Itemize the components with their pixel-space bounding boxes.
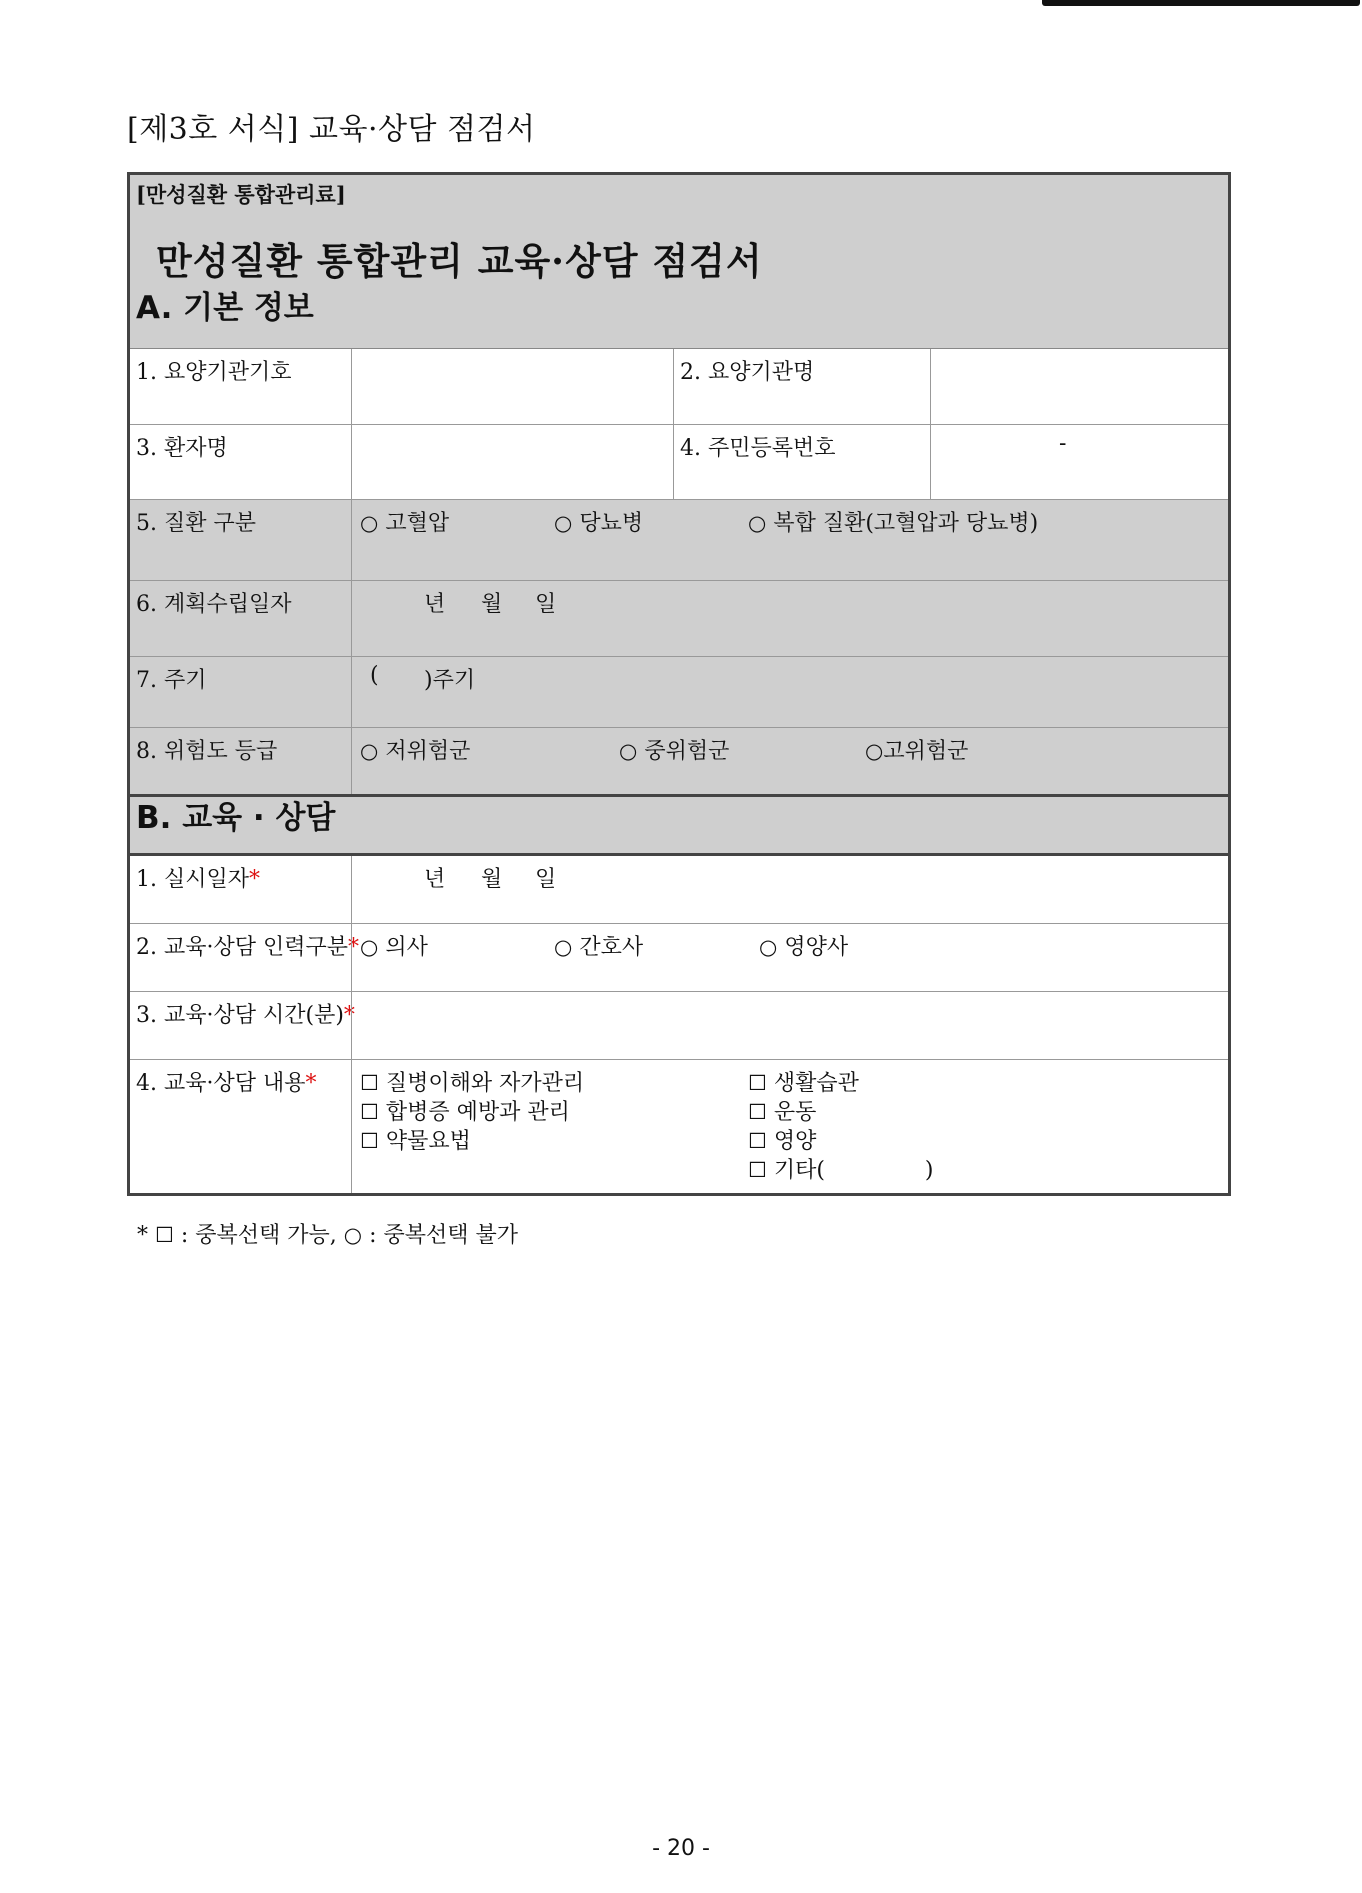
radio-icon: ○	[554, 511, 573, 535]
checkbox-complications[interactable]: ☐ 합병증 예방과 관리	[360, 1100, 570, 1125]
checkbox-icon: ☐	[748, 1158, 767, 1182]
row-content	[130, 1060, 1228, 1193]
month-label: 월	[481, 592, 503, 617]
label-institution-code: 1. 요양기관기호	[136, 360, 292, 385]
radio-dietitian[interactable]: ○ 영양사	[759, 935, 849, 960]
radio-doctor[interactable]: ○ 의사	[360, 935, 428, 960]
footnote-star: *	[137, 1223, 148, 1248]
cycle-suffix: )주기	[424, 668, 476, 693]
radio-icon: ○	[360, 739, 379, 763]
day-label: 일	[535, 592, 557, 617]
radio-mid-risk[interactable]: ○ 중위험군	[619, 739, 730, 764]
checkbox-icon: ☐	[748, 1100, 767, 1124]
section-a-title: A. 기본 정보	[130, 287, 1228, 349]
day-label: 일	[535, 867, 557, 892]
label-resident-number: 4. 주민등록번호	[673, 425, 930, 499]
radio-icon: ○	[343, 1223, 363, 1247]
row-duration	[130, 992, 1228, 1060]
plan-date-field[interactable]	[351, 581, 1228, 656]
checkbox-medication[interactable]: ☐ 약물요법	[360, 1129, 471, 1154]
checkbox-other[interactable]: ☐ 기타( )	[748, 1158, 934, 1183]
row-institution	[130, 349, 1228, 425]
checkbox-disease-self-care[interactable]: ☐ 질병이해와 자가관리	[360, 1071, 585, 1096]
row-cycle	[130, 657, 1228, 728]
header-tag: [만성질환 통합관리료]	[136, 182, 346, 207]
section-b-title: B. 교육 · 상담	[130, 794, 1228, 856]
row-plan-date	[130, 581, 1228, 657]
radio-icon: ○	[748, 511, 767, 535]
radio-high-risk[interactable]: ○고위험군	[865, 739, 969, 764]
checkbox-exercise[interactable]: ☐ 운동	[748, 1100, 817, 1125]
resident-number-dash: -	[1059, 431, 1067, 456]
duration-field[interactable]	[351, 992, 1228, 1059]
radio-icon: ○	[554, 935, 573, 959]
row-risk-grade	[130, 728, 1228, 794]
patient-name-field[interactable]	[351, 425, 673, 499]
institution-name-field[interactable]	[930, 349, 1228, 424]
radio-low-risk[interactable]: ○ 저위험군	[360, 739, 471, 764]
content-options	[351, 1060, 1228, 1193]
radio-icon: ○	[865, 739, 884, 763]
checkbox-lifestyle[interactable]: ☐ 생활습관	[748, 1071, 859, 1096]
radio-hypertension[interactable]: ○ 고혈압	[360, 511, 450, 536]
label-execution-date: 1. 실시일자*	[136, 867, 260, 892]
checkbox-icon: ☐	[748, 1071, 767, 1095]
row-execution-date	[130, 856, 1228, 924]
footnote	[137, 1218, 518, 1249]
risk-grade-options	[351, 728, 1228, 794]
checkbox-icon: ☐	[748, 1129, 767, 1153]
execution-date-field[interactable]	[351, 856, 1228, 923]
checkbox-icon: ☐	[360, 1100, 379, 1124]
footnote-checkbox-text: : 중복선택 가능,	[180, 1223, 337, 1248]
label-cycle: 7. 주기	[136, 668, 207, 693]
cycle-field[interactable]	[351, 657, 1228, 727]
checkbox-icon: ☐	[155, 1223, 174, 1247]
form-label: [제3호 서식] 교육·상담 점검서	[127, 112, 536, 147]
label-staff-type: 2. 교육·상담 인력구분*	[136, 935, 359, 960]
row-patient	[130, 425, 1228, 500]
cycle-open-paren: (	[370, 663, 379, 688]
radio-diabetes[interactable]: ○ 당뇨병	[554, 511, 644, 536]
page-number: - 20 -	[652, 1836, 710, 1861]
radio-combined[interactable]: ○ 복합 질환(고혈압과 당뇨병)	[748, 511, 1039, 536]
label-content: 4. 교육·상담 내용*	[136, 1071, 317, 1096]
required-mark: *	[305, 1071, 317, 1096]
row-disease-type	[130, 500, 1228, 581]
header-title: 만성질환 통합관리 교육·상담 점검서	[156, 239, 763, 283]
radio-icon: ○	[360, 511, 379, 535]
radio-icon: ○	[360, 935, 379, 959]
required-mark: *	[249, 867, 260, 892]
label-duration: 3. 교육·상담 시간(분)*	[136, 1003, 355, 1028]
year-label: 년	[424, 592, 446, 617]
label-patient-name: 3. 환자명	[136, 436, 228, 461]
month-label: 월	[481, 867, 503, 892]
institution-code-field[interactable]	[351, 349, 673, 424]
label-institution-name: 2. 요양기관명	[673, 349, 930, 424]
staff-type-options	[351, 924, 1228, 991]
top-edge-bar	[1042, 0, 1360, 6]
form-header	[130, 175, 1228, 288]
radio-icon: ○	[619, 739, 638, 763]
label-plan-date: 6. 계획수립일자	[136, 592, 292, 617]
label-risk-grade: 8. 위험도 등급	[136, 739, 278, 764]
checkbox-nutrition[interactable]: ☐ 영양	[748, 1129, 817, 1154]
label-disease-type: 5. 질환 구분	[136, 511, 256, 536]
radio-nurse[interactable]: ○ 간호사	[554, 935, 644, 960]
checklist-form	[127, 172, 1231, 1196]
checkbox-icon: ☐	[360, 1129, 379, 1153]
footnote-radio-text: : 중복선택 불가	[369, 1223, 518, 1248]
resident-number-field[interactable]	[930, 425, 1228, 499]
required-mark: *	[348, 935, 359, 960]
radio-icon: ○	[759, 935, 778, 959]
checkbox-icon: ☐	[360, 1071, 379, 1095]
required-mark: *	[343, 1003, 355, 1028]
disease-type-options	[351, 500, 1228, 580]
row-staff-type	[130, 924, 1228, 992]
year-label: 년	[424, 867, 446, 892]
